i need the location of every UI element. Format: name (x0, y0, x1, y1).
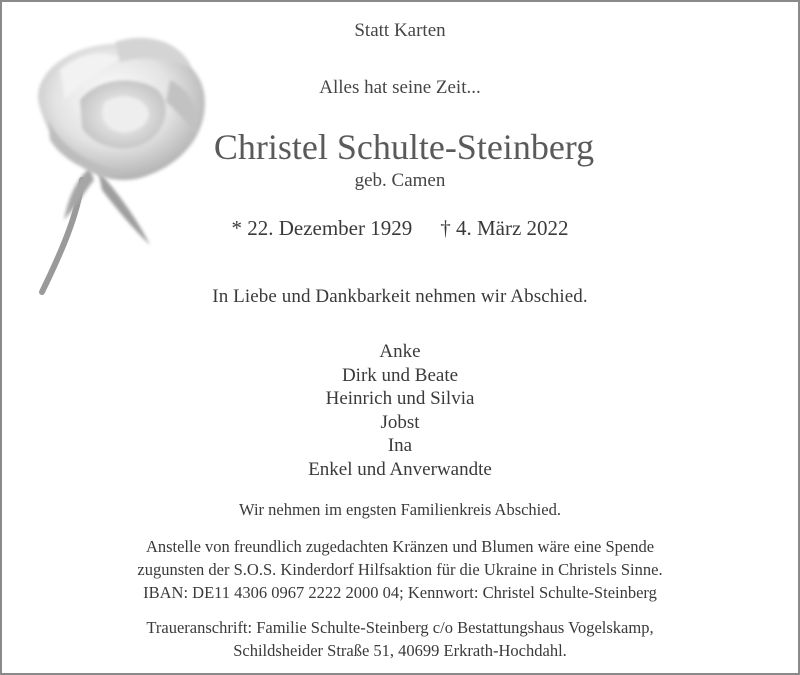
mourner-name: Heinrich und Silvia (325, 388, 475, 409)
statt-karten-label: Statt Karten (354, 20, 446, 41)
motto-text: Alles hat seine Zeit... (319, 77, 481, 98)
farewell-text: In Liebe und Dankbarkeit nehmen wir Abschied. (212, 286, 588, 307)
mourners-list (2, 340, 798, 481)
death-date: † 4. März 2022 (440, 216, 569, 240)
donation-line: Anstelle von freundlich zugedachten Kränzen und Blumen wäre eine Spende (145, 537, 655, 556)
address-line: Traueranschrift: Familie Schulte-Steinberg c/o Bestattungshaus Vogelskamp, (146, 618, 654, 637)
mourner-name: Ina (387, 435, 413, 456)
donation-line: IBAN: DE11 4306 0967 2222 2000 04; Kennwort: Christel Schulte-Steinberg (143, 583, 657, 602)
donation-line: zugunsten der S.O.S. Kinderdorf Hilfsaktion für die Ukraine in Christels Sinne. (137, 560, 663, 579)
mourning-address (2, 616, 798, 662)
mourner-name: Dirk und Beate (341, 364, 459, 386)
birth-name: geb. Camen (354, 170, 446, 191)
deceased-name: Christel Schulte-Steinberg (213, 127, 595, 167)
private-farewell-notice (2, 498, 798, 521)
mourner-name: Jobst (380, 411, 420, 433)
birth-date: * 22. Dezember 1929 (231, 216, 413, 240)
mourner-name: Anke (379, 341, 421, 362)
address-line: Schildsheider Straße 51, 40699 Erkrath-Hochdahl. (233, 641, 567, 660)
life-dates (2, 216, 798, 241)
donation-request (2, 535, 798, 604)
notice-text: Wir nehmen im engsten Familienkreis Abschied. (239, 500, 561, 519)
mourner-name: Enkel und Anverwandte (308, 458, 492, 480)
